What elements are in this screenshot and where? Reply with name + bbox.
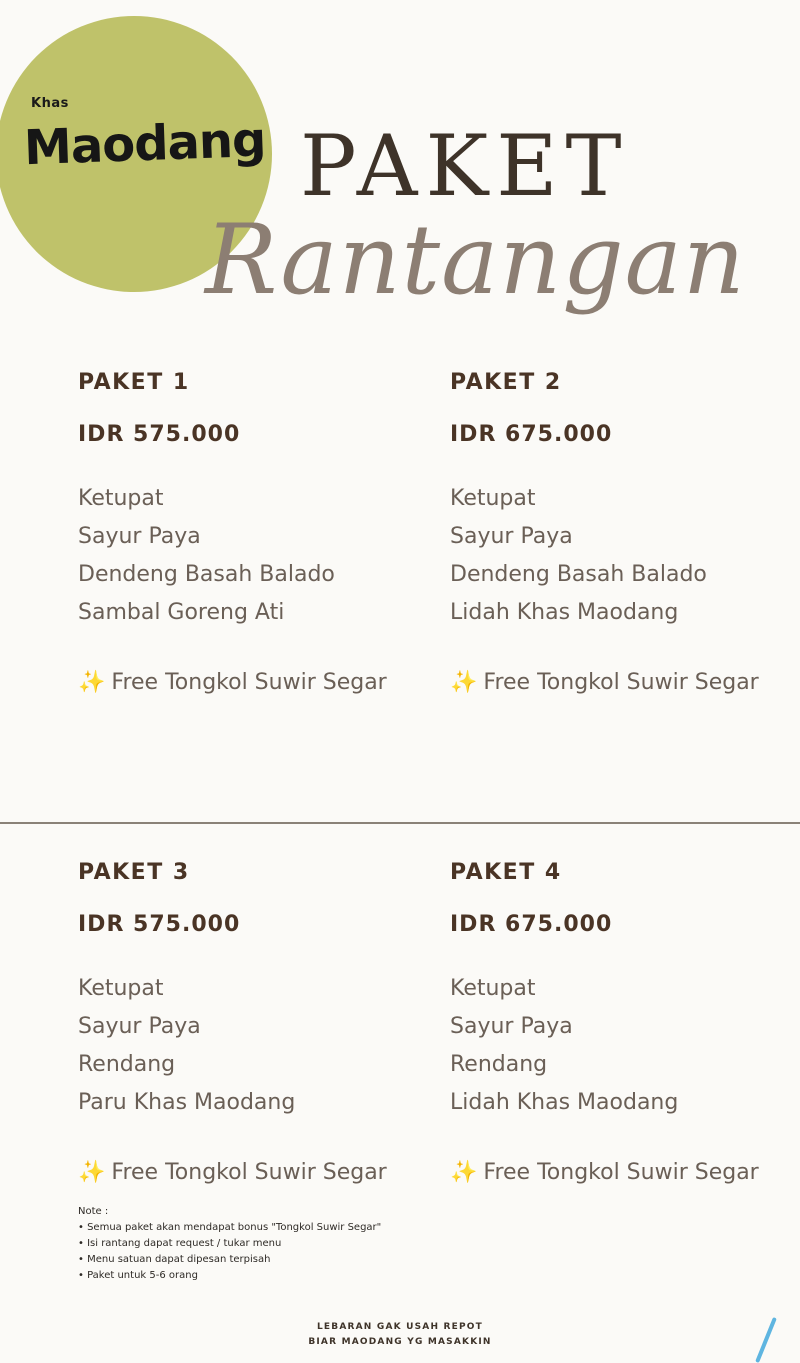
package-price: IDR 675.000 [450, 912, 613, 937]
footer-line-2: BIAR MAODANG YG MASAKKIN [308, 1337, 492, 1347]
note-item: • Paket untuk 5-6 orang [78, 1268, 381, 1284]
package-item: Sayur Paya [78, 1014, 201, 1039]
package-item: Ketupat [78, 486, 164, 511]
footer-tagline [0, 1320, 800, 1350]
note-item: • Isi rantang dapat request / tukar menu [78, 1236, 381, 1252]
package-item: Sayur Paya [78, 524, 201, 549]
brand-logo-main-text: Maodang [23, 111, 267, 177]
package-item: Paru Khas Maodang [78, 1090, 296, 1115]
page-title-paket: PAKET [300, 117, 630, 215]
package-price: IDR 675.000 [450, 422, 613, 447]
package-item: Lidah Khas Maodang [450, 1090, 679, 1115]
package-price: IDR 575.000 [78, 912, 241, 937]
note-list [78, 1220, 381, 1284]
note-label: Note : [78, 1206, 109, 1217]
package-free-text: Free Tongkol Suwir Segar [111, 670, 387, 695]
sparkles-icon: ✨ [78, 1160, 106, 1185]
package-item-list [450, 970, 678, 1122]
package-free-bonus [450, 1160, 759, 1185]
package-item: Sambal Goreng Ati [78, 600, 285, 625]
package-item: Rendang [78, 1052, 176, 1077]
sparkles-icon: ✨ [450, 670, 478, 695]
package-free-text: Free Tongkol Suwir Segar [483, 1160, 759, 1185]
package-free-text: Free Tongkol Suwir Segar [111, 1160, 387, 1185]
package-item-list [78, 970, 295, 1122]
package-item: Sayur Paya [450, 1014, 573, 1039]
package-item: Rendang [450, 1052, 548, 1077]
sparkles-icon: ✨ [450, 1160, 478, 1185]
package-name: PAKET 4 [450, 860, 562, 885]
package-item: Lidah Khas Maodang [450, 600, 679, 625]
package-name: PAKET 3 [78, 860, 190, 885]
package-free-bonus [450, 670, 759, 695]
note-item: • Menu satuan dapat dipesan terpisah [78, 1252, 381, 1268]
package-item-list [450, 480, 707, 632]
package-free-bonus [78, 670, 387, 695]
package-item: Ketupat [78, 976, 164, 1001]
footer-line-1: LEBARAN GAK USAH REPOT [316, 1322, 483, 1332]
package-free-text: Free Tongkol Suwir Segar [483, 670, 759, 695]
package-item: Sayur Paya [450, 524, 573, 549]
section-divider [0, 822, 800, 824]
package-item-list [78, 480, 335, 632]
package-name: PAKET 1 [78, 370, 190, 395]
package-price: IDR 575.000 [78, 422, 241, 447]
package-item: Ketupat [450, 976, 536, 1001]
package-name: PAKET 2 [450, 370, 562, 395]
page-title-rantangan: Rantangan [205, 204, 746, 316]
package-item: Ketupat [450, 486, 536, 511]
sparkles-icon: ✨ [78, 670, 106, 695]
package-free-bonus [78, 1160, 387, 1185]
brand-logo-small-text: Khas [31, 96, 69, 111]
package-item: Dendeng Basah Balado [78, 562, 335, 587]
note-item: • Semua paket akan mendapat bonus "Tongkol Suwir Segar" [78, 1220, 381, 1236]
note-section [78, 1204, 381, 1284]
package-item: Dendeng Basah Balado [450, 562, 707, 587]
